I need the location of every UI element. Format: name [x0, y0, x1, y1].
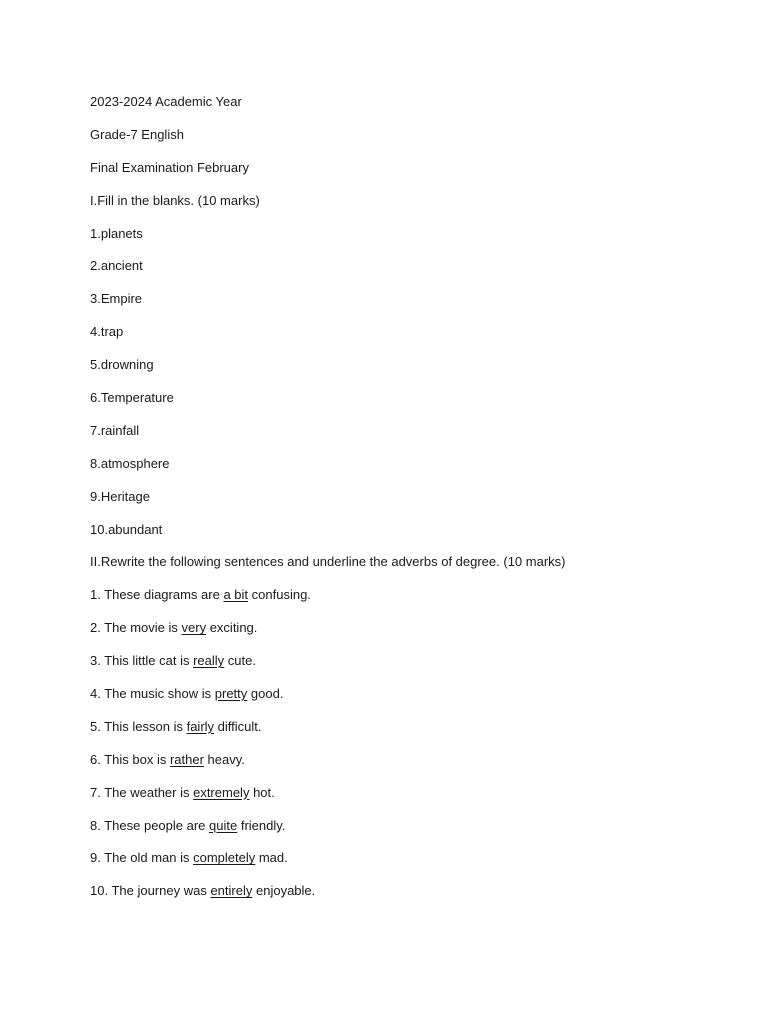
underlined-adverb: very	[181, 620, 207, 636]
answer-item: 1.planets	[90, 225, 143, 241]
section-1-title: I.Fill in the blanks. (10 marks)	[90, 192, 260, 208]
sentence-item	[90, 718, 730, 736]
sentence-item	[90, 817, 730, 835]
sentence-item	[90, 784, 730, 802]
underlined-adverb: completely	[193, 850, 256, 866]
grade-subject: Grade-7 English	[90, 126, 184, 142]
sentence-after: friendly.	[237, 817, 286, 833]
sentence-before: 3. This little cat is	[90, 653, 194, 669]
sentence-item	[90, 586, 730, 604]
answer-item: 4.trap	[90, 324, 124, 340]
sentence-after: exciting.	[206, 620, 258, 636]
sentence-before: 4. The music show is	[90, 686, 215, 702]
underlined-adverb: pretty	[214, 686, 248, 702]
sentence-after: mad.	[255, 850, 288, 866]
document-page	[90, 93, 730, 915]
answer-item: 3.Empire	[90, 291, 143, 307]
academic-year: 2023-2024 Academic Year	[90, 94, 242, 109]
sentence-after: good.	[247, 686, 284, 702]
answer-item: 9.Heritage	[90, 488, 150, 504]
underlined-adverb: extremely	[193, 784, 250, 800]
sentence-before: 5. This lesson is	[90, 718, 187, 734]
sentence-after: confusing.	[248, 587, 311, 603]
sentence-before: 6. This box is	[90, 751, 170, 767]
sentence-item	[90, 882, 730, 900]
sentence-before: 9. The old man is	[90, 850, 194, 866]
sentence-item	[90, 619, 730, 637]
sentence-before: 2. The movie is	[90, 620, 182, 636]
sentence-after: cute.	[224, 653, 256, 669]
sentence-after: heavy.	[203, 751, 245, 767]
underlined-adverb: really	[193, 653, 225, 669]
sentence-item	[90, 751, 730, 769]
sentence-before: 1. These diagrams are	[90, 587, 224, 603]
sentence-after: hot.	[249, 784, 275, 800]
answer-item: 8.atmosphere	[90, 455, 170, 471]
sentence-before: 8. These people are	[90, 817, 210, 833]
underlined-adverb: fairly	[186, 718, 215, 734]
answer-item: 5.drowning	[90, 357, 154, 373]
answer-item: 6.Temperature	[90, 390, 174, 406]
sentence-after: enjoyable.	[252, 883, 316, 899]
underlined-adverb: quite	[209, 817, 238, 833]
exam-title: Final Examination February	[90, 159, 249, 175]
underlined-adverb: a bit	[223, 587, 249, 603]
sentence-before: 7. The weather is	[90, 784, 194, 800]
sentence-item	[90, 685, 730, 703]
sentence-item	[90, 652, 730, 670]
answer-item: 10.abundant	[90, 521, 163, 537]
answer-item: 2.ancient	[90, 258, 143, 274]
sentence-before: 10. The journey was	[90, 883, 211, 899]
underlined-adverb: entirely	[210, 883, 253, 899]
underlined-adverb: rather	[169, 751, 204, 767]
section-2-title: II.Rewrite the following sentences and underline the adverbs of degree. (10 marks)	[90, 554, 566, 570]
sentence-after: difficult.	[214, 718, 262, 734]
answer-item: 7.rainfall	[90, 422, 140, 438]
sentence-item	[90, 849, 730, 867]
